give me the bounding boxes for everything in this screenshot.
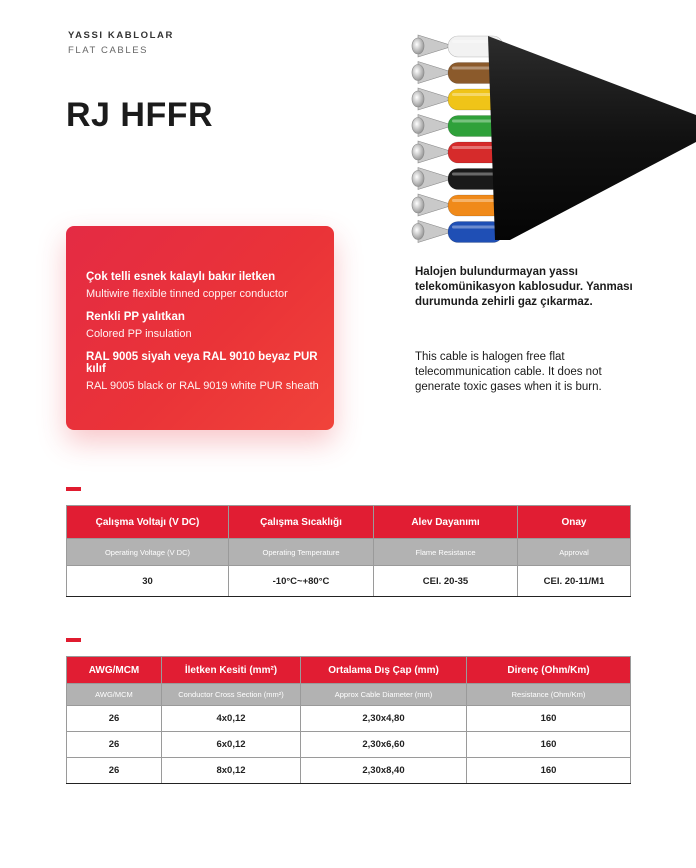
- subheader-cell: Conductor Cross Section (mm²): [162, 684, 301, 706]
- table-cell: 6x0,12: [162, 732, 301, 758]
- table-cell: 160: [467, 732, 631, 758]
- table-row: [67, 758, 631, 784]
- subheader-cell: Operating Temperature: [229, 539, 374, 566]
- table-row: [67, 732, 631, 758]
- table-cell: 30: [67, 566, 229, 597]
- wire-highlight: [452, 120, 497, 123]
- header-cell: Onay: [518, 506, 631, 539]
- table-cell: CEI. 20-35: [374, 566, 518, 597]
- feature-tr: RAL 9005 siyah veya RAL 9010 beyaz PUR kılıf: [86, 351, 318, 375]
- header-cell: Çalışma Voltajı (V DC): [67, 506, 229, 539]
- feature-en: Multiwire flexible tinned copper conductor: [86, 288, 288, 300]
- feature-tr: Çok telli esnek kalaylı bakır iletken: [86, 271, 276, 283]
- table-cell: -10°C~+80°C: [229, 566, 374, 597]
- section-marker: [66, 487, 81, 491]
- conductor-end: [412, 65, 424, 81]
- wire-highlight: [452, 226, 497, 229]
- wire-highlight: [452, 173, 497, 176]
- conductor-end: [412, 171, 424, 187]
- header-cell: Alev Dayanımı: [374, 506, 518, 539]
- feature-sheath: [86, 351, 334, 392]
- header-cell: Çalışma Sıcaklığı: [229, 506, 374, 539]
- table-cell: 160: [467, 706, 631, 732]
- features-box: [66, 226, 334, 430]
- table-cell: 4x0,12: [162, 706, 301, 732]
- wire-highlight: [452, 146, 497, 149]
- subheader-cell: Flame Resistance: [374, 539, 518, 566]
- category-title: YASSI KABLOLAR: [68, 30, 174, 41]
- table-cell: 26: [67, 758, 162, 784]
- subheader-cell: Approval: [518, 539, 631, 566]
- table-cell: 2,30x6,60: [301, 732, 467, 758]
- feature-insulation: [86, 311, 192, 340]
- header-cell: AWG/MCM: [67, 657, 162, 684]
- conductor-end: [412, 38, 424, 54]
- table-cell: 2,30x8,40: [301, 758, 467, 784]
- conductor-end: [412, 91, 424, 107]
- header-cell: İletken Kesiti (mm²): [162, 657, 301, 684]
- table-cell: 160: [467, 758, 631, 784]
- flat-cable-image: [400, 20, 696, 245]
- subheader-cell: Operating Voltage (V DC): [67, 539, 229, 566]
- wire-highlight: [452, 199, 497, 202]
- table-cell: 26: [67, 732, 162, 758]
- table-cell: 26: [67, 706, 162, 732]
- table-cell: 8x0,12: [162, 758, 301, 784]
- conductor-end: [412, 197, 424, 213]
- description-tr: Halojen bulundurmayan yassı telekomünikasyon kablosudur. Yanması durumunda zehirli gaz çıkarmaz.: [415, 266, 633, 308]
- conductor-end: [412, 224, 424, 240]
- subheader-cell: AWG/MCM: [67, 684, 162, 706]
- header-cell: Ortalama Dış Çap (mm): [301, 657, 467, 684]
- conductor-end: [412, 118, 424, 134]
- dimensions-table: [66, 656, 631, 784]
- feature-en: Colored PP insulation: [86, 328, 192, 340]
- category-subtitle: FLAT CABLES: [68, 45, 149, 56]
- product-title: RJ HFFR: [66, 96, 214, 134]
- feature-tr: Renkli PP yalıtkan: [86, 311, 185, 323]
- table-row: [67, 706, 631, 732]
- feature-conductor: [86, 271, 288, 300]
- subheader-cell: Resistance (Ohm/Km): [467, 684, 631, 706]
- cable-jacket: [488, 36, 696, 240]
- table-row: [67, 566, 631, 597]
- operating-specs-table: [66, 505, 631, 597]
- table-cell: 2,30x4,80: [301, 706, 467, 732]
- subheader-cell: Approx Cable Diameter (mm): [301, 684, 467, 706]
- description-en: This cable is halogen free flat telecommunication cable. It does not generate toxic gases when it is burn.: [415, 351, 602, 393]
- feature-en: RAL 9005 black or RAL 9019 white PUR sheath: [86, 380, 319, 392]
- conductor-end: [412, 144, 424, 160]
- table-cell: CEI. 20-11/M1: [518, 566, 631, 597]
- header-cell: Direnç (Ohm/Km): [467, 657, 631, 684]
- section-marker: [66, 638, 81, 642]
